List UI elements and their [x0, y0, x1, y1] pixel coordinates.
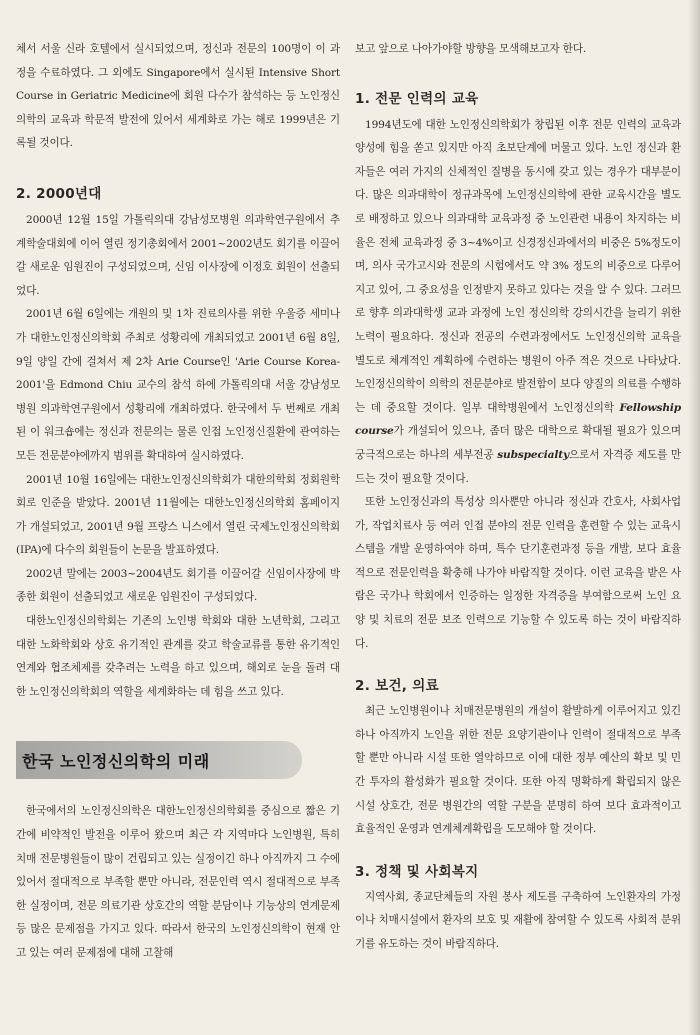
section-banner-title: 한국 노인정신의학의 미래 — [22, 751, 210, 771]
heading-health: 2. 보건, 의료 — [355, 678, 439, 695]
education-text-c: 으로서 자격증 제도를 만드는 것이 필요할 것이다. — [355, 448, 681, 485]
page-edge-shadow — [688, 0, 700, 1035]
fellowship-term: Fellowship course — [355, 401, 681, 438]
right-column — [355, 38, 681, 957]
paragraph-2000-3: 2001년 10월 16일에는 대한노인정신의학회가 대한의학회 정회원학회로 인준을 받았다. 2001년 11월에는 대한노인정신의학회 홈페이지가 개설되었고, 2001년 9월 프랑스 니스에서 열린 국제노인정신의학회(IPA)에 다수의 회원들이 논문을 발표하였다. — [16, 473, 340, 557]
paragraph-continued: 보고 앞으로 나아가야할 방향을 모색해보고자 한다. — [355, 43, 587, 55]
heading-education: 1. 전문 인력의 교육 — [355, 90, 479, 107]
paragraph-policy: 지역사회, 종교단체들의 자원 봉사 제도를 구축하여 노인환자의 가정이나 치매시설에서 환자의 보호 및 재활에 참여할 수 있도록 사회적 분위기를 유도하는 것이 바람직하다. — [355, 890, 681, 950]
education-text-a: 1994년도에 대한 노인정신의학회가 창립된 이후 전문 인력의 교육과 양성에 힘을 쏟고 있지만 아직 초보단계에 머물고 있다. 노인 정신과 환자들은 여러 가지의 신체적인 질병을 동시에 갖고 있는 경우가 대부분이다. 많은 의과대학이 정규과목에 노인정신의학에 관한 교육시간을 별도로 배정하고 있으나 의과대학 교육과정 중 노인관련 내용이 차지하는 비율은 전체 교육과정 중 3~4%이고 신경정신과에서의 비중은 5%정도이며, 의사 국가고시와 전문의 시험에서도 약 3% 정도의 비중으로 다루어지고 있어, 그 중요성을 인정받지 못하고 있다는 것을 알 수 있다. 그러므로 향후 의과대학생 교과 과정에 노인 정신의학 강의시간을 늘리기 위한 노력이 필요하다. 정신과 전공의 수련과정에서도 노인정신의학 교육을 별도로 체계적인 계획하에 수련하는 병원이 아주 적은 것으로 나타났다. 노인정신의학이 의학의 전문분야로 발전함이 보다 양질의 의료를 수행하는 데 중요할 것이다. 일부 대학병원에서 노인정신의학 — [355, 118, 681, 414]
education-text-b: 가 개설되어 있으나, 좀더 많은 대학으로 확대될 필요가 있으며 궁극적으로는 하나의 세부전공 — [355, 425, 681, 461]
heading-2000s: 2. 2000년대 — [16, 185, 102, 202]
paragraph-education-2: 또한 노인정신과의 특성상 의사뿐만 아니라 정신과 간호사, 사회사업가, 작업치료사 등 여러 인접 분야의 전문 인력을 훈련할 수 있는 교육시스템을 개발 운영하여야 하며, 특수 단기훈련과정 등을 개발, 보다 효율적으로 전문인력을 확충해 나가야 바람직할 것이다. 이런 교육을 받은 사람은 국가나 학회에서 인증하는 일정한 자격증을 부여함으로써 노인 요양 및 치료의 전문 보조 인력으로 기능할 수 있도록 하는 것이 바람직하다. — [355, 496, 681, 650]
paragraph-2000-1: 2000년 12월 15일 가톨릭의대 강남성모병원 의과학연구원에서 추계학술대회에 이어 열린 정기총회에서 2001~2002년도 회기를 이끌어갈 새로운 임원진이 구성되었으며, 신임 이사장에 이정호 회원이 선출되었다. — [16, 213, 340, 297]
paragraph-health: 최근 노인병원이나 치매전문병원의 개설이 활발하게 이루어지고 있긴 하나 아직까지 노인을 위한 전문 요양기관이나 인력이 절대적으로 부족할 뿐만 아니라 시설 또한 열악하므로 이에 대한 정부 예산의 확보 및 민간 투자의 활성화가 필요할 것이다. 또한 아직 명확하게 확립되지 않은 시설 상호간, 전문 병원간의 역할 구분을 분명히 하여 보다 효과적이고 효율적인 운영과 연계체계확립을 도모해야 할 것이다. — [355, 705, 681, 836]
paragraph-future: 한국에서의 노인정신의학은 대한노인정신의학회를 중심으로 짧은 기간에 비약적인 발전을 이루어 왔으며 최근 각 지역마다 노인병원, 특히 치매 전문병원들이 많이 건립되고 있는 실정이긴 하나 아직까지 그 수에 있어서 절대적으로 부족할 뿐만 아니라, 전문인력 역시 절대적으로 부족한 실정이며, 전문 의료기관 상호간의 역할 분담이나 기능상의 연계문제 등 많은 문제점을 가지고 있다. 따라서 한국의 노인정신의학이 현재 안고 있는 여러 문제점에 대해 고찰해 — [16, 805, 340, 959]
paragraph-2000-2: 2001년 6월 6일에는 개원의 및 1차 진료의사를 위한 우울증 세미나가 대한노인정신의학회 주최로 성황리에 개최되었고 2001년 6월 8일, 9일 양일 간에 걸쳐서 제 2차 Arie Course인 'Arie Course Korea-2001'을 Edmond Chiu 교수의 참석 하에 가톨릭의대 서울 강남성모병원 의과학연구원에서 성황리에 개최하였다. 한국에서 두 번째로 개최된 이 워크숍에는 정신과 전문의는 물론 인접 노인정신질환에 관여하는 모든 전문분야에까지 범위를 확대하여 실시하였다. — [16, 308, 340, 462]
heading-policy: 3. 정책 및 사회복지 — [355, 863, 479, 880]
paragraph-education-1 — [355, 114, 681, 492]
left-column — [16, 38, 340, 966]
section-banner — [16, 741, 302, 779]
subspecialty-term: subspecialty — [497, 448, 570, 461]
paragraph-2000-4: 2002년 말에는 2003~2004년도 회기를 이끌어갈 신임이사장에 박종한 회원이 선출되었고 새로운 임원진이 구성되었다. — [16, 567, 340, 604]
paragraph-2000-5: 대한노인정신의학회는 기존의 노인병 학회와 대한 노년학회, 그리고 대한 노화학회와 상호 유기적인 관계를 갖고 학술교류를 통한 유기적인 연계와 협조체제를 갖추려는 노력을 하고 있으며, 해외로 눈을 돌려 대한 노인정신의학회의 역할을 세계화하는 데 힘을 쓰고 있다. — [16, 615, 340, 698]
paragraph-intro: 체서 서울 신라 호텔에서 실시되었으며, 정신과 전문의 100명이 이 과정을 수료하였다. 그 외에도 Singapore에서 실시된 Intensive Short Course in Geriatric Medicine에 회원 다수가 참석하는 등 노인정신의학의 교육과 학문적 발전에 있어서 세계화로 가는 해로 1999년은 기록될 것이다. — [16, 43, 340, 150]
